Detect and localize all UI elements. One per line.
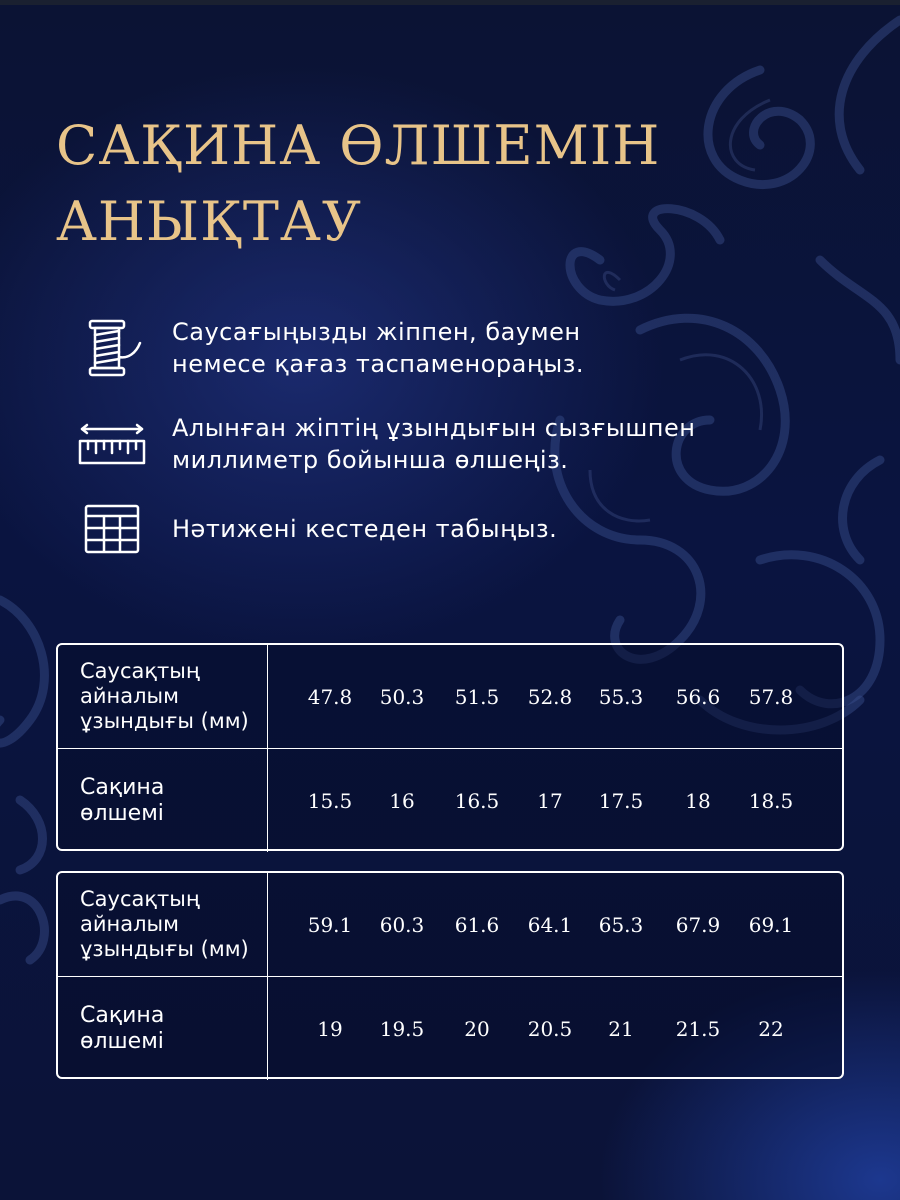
instruction-step-3 <box>78 498 557 560</box>
table-row-circumference <box>58 645 842 749</box>
table-cell: 47.8 <box>307 684 353 709</box>
label-line: Саусақтың <box>80 887 200 911</box>
step-1-line-2: немесе қағаз таспаменораңыз. <box>172 350 585 378</box>
row-label-ring-size <box>58 977 268 1080</box>
label-line: Саусақтың <box>80 659 200 683</box>
page-title-line-2: АНЫҚТАУ <box>56 190 362 253</box>
table-row-ring-size <box>58 977 842 1080</box>
table-cell: 57.8 <box>748 684 794 709</box>
table-cell: 56.6 <box>675 684 721 709</box>
table-cell: 65.3 <box>598 912 644 937</box>
table-cell: 20 <box>464 1016 490 1041</box>
table-cell: 20.5 <box>527 1016 573 1041</box>
step-2-line-1: Алынған жіптің ұзындығын сызғышпен <box>172 414 696 442</box>
label-line: Сақина <box>80 1002 165 1028</box>
instruction-step-2 <box>78 412 695 476</box>
table-cell: 18 <box>685 788 711 813</box>
table-cell: 16.5 <box>454 788 500 813</box>
label-line: Сақина <box>80 774 165 800</box>
table-cell: 19 <box>317 1016 343 1041</box>
label-line: айналым <box>80 912 179 936</box>
table-cell: 51.5 <box>454 684 500 709</box>
table-cell: 17 <box>537 788 563 813</box>
table-cell: 59.1 <box>307 912 353 937</box>
row-label-circumference <box>58 645 268 748</box>
table-row-ring-size <box>58 749 842 852</box>
instruction-step-1 <box>78 316 584 380</box>
table-cell: 64.1 <box>527 912 573 937</box>
row-label-circumference <box>58 873 268 976</box>
step-2-line-2: миллиметр бойынша өлшеңіз. <box>172 446 569 474</box>
table-cell: 50.3 <box>379 684 425 709</box>
step-1-line-1: Саусағыңызды жіппен, баумен <box>172 318 581 346</box>
table-cell: 69.1 <box>748 912 794 937</box>
table-cell: 21.5 <box>675 1016 721 1041</box>
table-cell: 16 <box>389 788 415 813</box>
table-cell: 60.3 <box>379 912 425 937</box>
table-cell: 17.5 <box>598 788 644 813</box>
table-cell: 55.3 <box>598 684 644 709</box>
top-border <box>0 0 900 5</box>
step-3-line-1: Нәтижені кестеден табыңыз. <box>172 515 558 543</box>
size-table-2 <box>56 871 844 1079</box>
table-grid-icon <box>78 498 146 560</box>
page-title <box>56 108 856 260</box>
label-line: ұзындығы (мм) <box>80 709 249 733</box>
label-line: ұзындығы (мм) <box>80 937 249 961</box>
table-cell: 19.5 <box>379 1016 425 1041</box>
label-line: айналым <box>80 684 179 708</box>
table-cell: 22 <box>758 1016 784 1041</box>
table-cell: 15.5 <box>307 788 353 813</box>
page-title-line-1: САҚИНА ӨЛШЕМІН <box>56 114 661 177</box>
table-cell: 67.9 <box>675 912 721 937</box>
row-label-ring-size <box>58 749 268 852</box>
thread-spool-icon <box>78 317 146 379</box>
table-cell: 52.8 <box>527 684 573 709</box>
table-cell: 61.6 <box>454 912 500 937</box>
size-table-1 <box>56 643 844 851</box>
table-cell: 21 <box>608 1016 634 1041</box>
table-cell: 18.5 <box>748 788 794 813</box>
ruler-icon <box>78 413 146 475</box>
label-line: өлшемі <box>80 1028 164 1054</box>
table-row-circumference <box>58 873 842 977</box>
label-line: өлшемі <box>80 800 164 826</box>
